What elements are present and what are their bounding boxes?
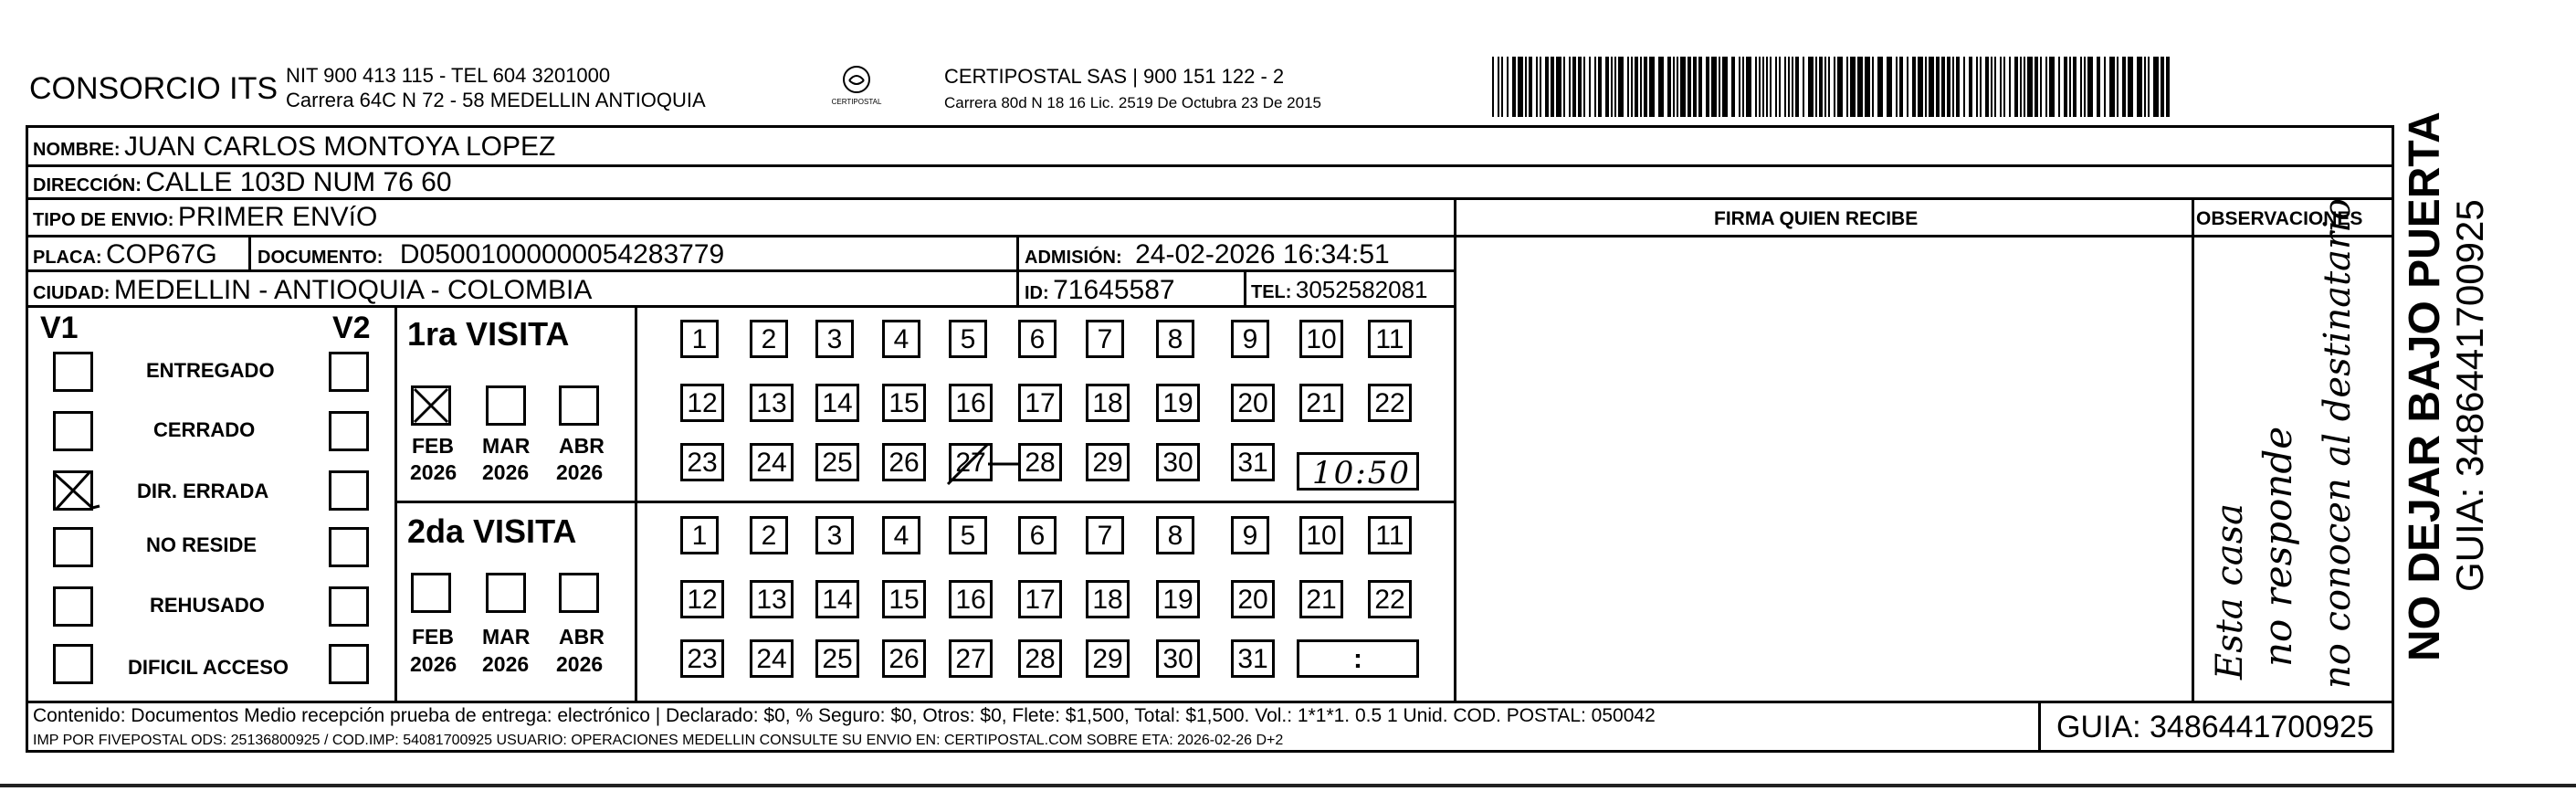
barcode-bar bbox=[2097, 57, 2100, 117]
barcode-bar bbox=[2040, 57, 2042, 117]
second-visit-day-5[interactable]: 5 bbox=[949, 516, 987, 554]
first-visit-day-19[interactable]: 19 bbox=[1156, 384, 1200, 422]
barcode-bar bbox=[1815, 57, 1817, 117]
v2-label: V2 bbox=[332, 311, 371, 345]
second-visit-day-26[interactable]: 26 bbox=[882, 639, 926, 678]
barcode-bar bbox=[2049, 57, 2055, 117]
barcode-bar bbox=[1545, 57, 1549, 117]
barcode-bar bbox=[1501, 57, 1503, 117]
barcode-bar bbox=[1551, 57, 1554, 117]
barcode-bar bbox=[1947, 57, 1950, 117]
year-label: 2026 bbox=[482, 652, 530, 676]
first-visit-day-29[interactable]: 29 bbox=[1086, 443, 1130, 481]
first-visit-day-31[interactable]: 31 bbox=[1231, 443, 1275, 481]
first-visit-title: 1ra VISITA bbox=[407, 315, 570, 353]
barcode-bar bbox=[1899, 57, 1903, 117]
second-visit-day-27[interactable]: 27 bbox=[949, 639, 993, 678]
year-label: 2026 bbox=[556, 460, 604, 484]
barcode-bar bbox=[1985, 57, 1989, 117]
admision-label: ADMISIÓN: bbox=[1025, 248, 1122, 268]
second-visit-day-7[interactable]: 7 bbox=[1086, 516, 1124, 554]
barcode-bar bbox=[1941, 57, 1945, 117]
barcode-bar bbox=[1759, 57, 1761, 117]
barcode-bar bbox=[1846, 57, 1848, 117]
barcode-bar bbox=[1865, 57, 1870, 117]
barcode-bar bbox=[1563, 57, 1565, 117]
second-visit-day-21[interactable]: 21 bbox=[1299, 580, 1343, 618]
barcode-bar bbox=[2035, 57, 2038, 117]
footer-guia-number: GUIA: 3486441700925 bbox=[2056, 710, 2374, 744]
side-guia-number: GUIA: 3486441700925 bbox=[2448, 199, 2491, 592]
month-label-abr: ABR bbox=[559, 625, 605, 649]
v2-checkbox-dificil-acceso[interactable] bbox=[329, 644, 369, 684]
signature-area[interactable] bbox=[1457, 237, 2190, 699]
barcode-bar bbox=[1529, 57, 1532, 117]
second-visit-day-29[interactable]: 29 bbox=[1086, 639, 1130, 678]
barcode-bar bbox=[1850, 57, 1856, 117]
barcode-bar bbox=[1649, 57, 1655, 117]
barcode-bar bbox=[1512, 57, 1516, 117]
second-visit-day-16[interactable]: 16 bbox=[949, 580, 993, 618]
barcode-bar bbox=[1887, 57, 1892, 117]
admision-field bbox=[1025, 241, 1390, 269]
barcode-bar bbox=[1540, 57, 1541, 117]
second-visit-day-18[interactable]: 18 bbox=[1086, 580, 1130, 618]
documento-field bbox=[258, 241, 724, 269]
barcode-bar bbox=[1614, 57, 1616, 117]
first-visit-month-abr-checkbox[interactable] bbox=[559, 385, 599, 426]
second-visit-day-20[interactable]: 20 bbox=[1231, 580, 1275, 618]
barcode-bar bbox=[1677, 57, 1678, 117]
nombre-value: JUAN CARLOS MONTOYA LOPEZ bbox=[124, 132, 556, 162]
barcode-bar bbox=[1680, 57, 1686, 117]
barcode-bar bbox=[2104, 57, 2106, 117]
first-visit-day-12[interactable]: 12 bbox=[680, 384, 724, 422]
v1-checkbox-entregado[interactable] bbox=[53, 352, 93, 392]
certipostal-logo bbox=[829, 64, 884, 110]
rule bbox=[2192, 197, 2194, 701]
barcode-bar bbox=[1667, 57, 1671, 117]
first-visit-day-9[interactable]: 9 bbox=[1231, 320, 1269, 358]
day-strike-mark-icon bbox=[946, 442, 1019, 488]
barcode-bar bbox=[1929, 57, 1934, 117]
second-visit-day-12[interactable]: 12 bbox=[680, 580, 724, 618]
barcode-bar bbox=[2166, 57, 2170, 117]
v1-checkbox-dir-errada[interactable] bbox=[53, 470, 93, 511]
barcode-bar bbox=[1742, 57, 1744, 117]
second-visit-title: 2da VISITA bbox=[407, 512, 577, 550]
first-visit-day-15[interactable]: 15 bbox=[882, 384, 926, 422]
barcode bbox=[1492, 57, 2173, 117]
second-visit-day-31[interactable]: 31 bbox=[1231, 639, 1275, 678]
year-label: 2026 bbox=[556, 652, 604, 676]
second-visit-day-1[interactable]: 1 bbox=[680, 516, 719, 554]
first-visit-time-value: 10:50 bbox=[1312, 455, 1411, 491]
v2-checkbox-cerrado[interactable] bbox=[329, 411, 369, 451]
barcode-bar bbox=[1994, 57, 1996, 117]
placa-label: PLACA: bbox=[33, 248, 102, 268]
placa-field bbox=[33, 241, 217, 269]
barcode-bar bbox=[1569, 57, 1571, 117]
first-visit-day-22[interactable]: 22 bbox=[1368, 384, 1412, 422]
first-visit-day-28[interactable]: 28 bbox=[1018, 443, 1062, 481]
v1-checkbox-no-reside[interactable] bbox=[53, 527, 93, 567]
barcode-bar bbox=[1896, 57, 1898, 117]
barcode-bar bbox=[1589, 57, 1591, 117]
barcode-bar bbox=[1739, 57, 1740, 117]
status-rehusado: REHUSADO bbox=[150, 594, 265, 617]
second-visit-day-8[interactable]: 8 bbox=[1156, 516, 1194, 554]
barcode-bar bbox=[1775, 57, 1777, 117]
direccion-label: DIRECCIÓN: bbox=[33, 175, 142, 195]
tel-label: TEL: bbox=[1251, 282, 1292, 302]
barcode-bar bbox=[1698, 57, 1702, 117]
barcode-bar bbox=[1907, 57, 1908, 117]
barcode-bar bbox=[1598, 57, 1602, 117]
barcode-bar bbox=[1556, 57, 1561, 117]
direccion-field bbox=[33, 169, 452, 196]
v2-checkbox-entregado[interactable] bbox=[329, 352, 369, 392]
rule bbox=[394, 501, 1454, 503]
barcode-bar bbox=[1693, 57, 1697, 117]
v2-checkbox-dir-errada[interactable] bbox=[329, 470, 369, 511]
barcode-bar bbox=[1673, 57, 1675, 117]
first-visit-month-feb-checkbox[interactable] bbox=[411, 385, 451, 426]
barcode-bar bbox=[2087, 57, 2093, 117]
barcode-bar bbox=[1618, 57, 1624, 117]
barcode-bar bbox=[2058, 57, 2060, 117]
first-visit-day-10[interactable]: 10 bbox=[1299, 320, 1343, 358]
company-address: Carrera 64C N 72 - 58 MEDELLIN ANTIOQUIA bbox=[286, 89, 706, 111]
second-visit-time-box[interactable] bbox=[1297, 639, 1419, 678]
no-dejar-bajo-puerta-notice: NO DEJAR BAJO PUERTA bbox=[2401, 111, 2449, 661]
barcode-bar bbox=[1877, 57, 1883, 117]
barcode-bar bbox=[1824, 57, 1826, 117]
rule bbox=[1244, 271, 1246, 308]
placa-value: COP67G bbox=[106, 239, 217, 269]
barcode-bar bbox=[2073, 57, 2077, 117]
nombre-label: NOMBRE: bbox=[33, 140, 121, 160]
barcode-bar bbox=[1507, 57, 1509, 117]
barcode-bar bbox=[1792, 57, 1793, 117]
barcode-bar bbox=[2084, 57, 2086, 117]
barcode-bar bbox=[1605, 57, 1609, 117]
observation-line-2: no responde bbox=[2255, 426, 2300, 667]
first-visit-day-16[interactable]: 16 bbox=[949, 384, 993, 422]
barcode-bar bbox=[1976, 57, 1978, 117]
barcode-bar bbox=[2137, 57, 2142, 117]
first-visit-time-box[interactable] bbox=[1297, 452, 1419, 491]
v1-checkbox-rehusado[interactable] bbox=[53, 586, 93, 627]
v1-label: V1 bbox=[40, 311, 79, 345]
barcode-bar bbox=[2027, 57, 2033, 117]
barcode-bar bbox=[1936, 57, 1940, 117]
month-label-mar: MAR bbox=[482, 434, 531, 458]
tel-field bbox=[1251, 278, 1428, 301]
second-visit-day-11[interactable]: 11 bbox=[1368, 516, 1412, 554]
footer-print-line: IMP POR FIVEPOSTAL ODS: 25136800925 / COD.IMP: 54081700925 USUARIO: OPERACIONES MEDELLIN CONSULTE SU ENVIO EN: CERTIPOSTAL.COM SOBRE ETA: 2026-02-26 D+2 bbox=[33, 733, 1284, 748]
first-visit-day-8[interactable]: 8 bbox=[1156, 320, 1194, 358]
v2-checkbox-no-reside[interactable] bbox=[329, 527, 369, 567]
barcode-bar bbox=[1952, 57, 1954, 117]
barcode-bar bbox=[1492, 57, 1494, 117]
barcode-bar bbox=[2003, 57, 2005, 117]
barcode-graphic bbox=[1492, 57, 2173, 117]
barcode-bar bbox=[1627, 57, 1629, 117]
certipostal-license: Carrera 80d N 18 16 Lic. 2519 De Octubra 23 De 2015 bbox=[944, 94, 1321, 111]
first-visit-day-4[interactable]: 4 bbox=[882, 320, 920, 358]
first-visit-day-1[interactable]: 1 bbox=[680, 320, 719, 358]
barcode-bar bbox=[1779, 57, 1781, 117]
barcode-bar bbox=[1980, 57, 1982, 117]
barcode-bar bbox=[2000, 57, 2002, 117]
second-visit-day-10[interactable]: 10 bbox=[1299, 516, 1343, 554]
second-visit-day-25[interactable]: 25 bbox=[815, 639, 859, 678]
barcode-bar bbox=[2020, 57, 2022, 117]
month-label-mar: MAR bbox=[482, 625, 531, 649]
second-visit-day-30[interactable]: 30 bbox=[1156, 639, 1200, 678]
first-visit-day-3[interactable]: 3 bbox=[815, 320, 854, 358]
v1-checkbox-cerrado[interactable] bbox=[53, 411, 93, 451]
first-visit-day-20[interactable]: 20 bbox=[1231, 384, 1275, 422]
second-visit-day-2[interactable]: 2 bbox=[750, 516, 788, 554]
barcode-bar bbox=[1711, 57, 1717, 117]
rule bbox=[26, 269, 1454, 272]
first-visit-day-2[interactable]: 2 bbox=[750, 320, 788, 358]
company-name: CONSORCIO ITS bbox=[29, 71, 279, 106]
barcode-bar bbox=[2148, 57, 2150, 117]
barcode-bar bbox=[1572, 57, 1576, 117]
barcode-bar bbox=[1594, 57, 1596, 117]
first-visit-day-27[interactable]: 27 bbox=[949, 443, 993, 481]
barcode-bar bbox=[1795, 57, 1799, 117]
barcode-bar bbox=[1788, 57, 1790, 117]
ciudad-label: CIUDAD: bbox=[33, 283, 110, 303]
id-value: 71645587 bbox=[1053, 275, 1175, 305]
barcode-bar bbox=[1770, 57, 1772, 117]
second-visit-day-14[interactable]: 14 bbox=[815, 580, 859, 618]
first-visit-day-24[interactable]: 24 bbox=[750, 443, 794, 481]
nombre-field bbox=[33, 133, 555, 161]
second-visit-day-28[interactable]: 28 bbox=[1018, 639, 1062, 678]
barcode-bar bbox=[2122, 57, 2126, 117]
first-visit-day-17[interactable]: 17 bbox=[1018, 384, 1062, 422]
second-visit-time-value: : bbox=[1353, 644, 1362, 674]
barcode-bar bbox=[1722, 57, 1728, 117]
barcode-bar bbox=[1578, 57, 1582, 117]
rule bbox=[248, 235, 251, 271]
barcode-bar bbox=[1518, 57, 1523, 117]
barcode-bar bbox=[1784, 57, 1786, 117]
barcode-bar bbox=[2109, 57, 2115, 117]
second-visit-day-22[interactable]: 22 bbox=[1368, 580, 1412, 618]
second-visit-day-24[interactable]: 24 bbox=[750, 639, 794, 678]
certipostal-logo-icon bbox=[829, 64, 884, 110]
month-label-feb: FEB bbox=[412, 625, 454, 649]
second-visit-day-19[interactable]: 19 bbox=[1156, 580, 1200, 618]
first-visit-day-26[interactable]: 26 bbox=[882, 443, 926, 481]
barcode-bar bbox=[1834, 57, 1835, 117]
month-label-feb: FEB bbox=[412, 434, 454, 458]
first-visit-day-13[interactable]: 13 bbox=[750, 384, 794, 422]
barcode-bar bbox=[1819, 57, 1823, 117]
barcode-bar bbox=[1536, 57, 1538, 117]
barcode-bar bbox=[2069, 57, 2071, 117]
barcode-bar bbox=[1746, 57, 1751, 117]
ciudad-value: MEDELLIN - ANTIOQUIA - COLOMBIA bbox=[113, 275, 593, 305]
tipo-envio-value: PRIMER ENVíO bbox=[177, 202, 378, 232]
barcode-bar bbox=[1857, 57, 1863, 117]
status-entregado: ENTREGADO bbox=[146, 359, 275, 382]
tel-value: 3052582081 bbox=[1295, 276, 1428, 303]
first-visit-day-14[interactable]: 14 bbox=[815, 384, 859, 422]
barcode-bar bbox=[2144, 57, 2146, 117]
rule bbox=[1454, 197, 1456, 701]
barcode-bar bbox=[1912, 57, 1916, 117]
month-label-abr: ABR bbox=[559, 434, 605, 458]
second-visit-month-abr-checkbox[interactable] bbox=[559, 573, 599, 613]
year-label: 2026 bbox=[482, 460, 530, 484]
barcode-bar bbox=[1658, 57, 1664, 117]
barcode-bar bbox=[2009, 57, 2011, 117]
first-visit-day-5[interactable]: 5 bbox=[949, 320, 987, 358]
second-visit-day-15[interactable]: 15 bbox=[882, 580, 926, 618]
barcode-bar bbox=[2024, 57, 2025, 117]
year-label: 2026 bbox=[410, 652, 457, 676]
firma-quien-recibe-label: FIRMA QUIEN RECIBE bbox=[1714, 208, 1919, 229]
v2-checkbox-rehusado[interactable] bbox=[329, 586, 369, 627]
scan-edge-line bbox=[0, 784, 2576, 787]
ciudad-field bbox=[33, 277, 592, 304]
first-visit-day-21[interactable]: 21 bbox=[1299, 384, 1343, 422]
first-visit-day-7[interactable]: 7 bbox=[1086, 320, 1124, 358]
barcode-bar bbox=[2014, 57, 2018, 117]
observaciones-label: OBSERVACIONES bbox=[2196, 208, 2363, 229]
first-visit-day-6[interactable]: 6 bbox=[1018, 320, 1057, 358]
observation-line-3: no conocen al destinatario bbox=[2317, 198, 2359, 689]
barcode-bar bbox=[1631, 57, 1633, 117]
status-no-reside: NO RESIDE bbox=[146, 533, 258, 556]
barcode-bar bbox=[1611, 57, 1613, 117]
v1-checkbox-dificil-acceso[interactable] bbox=[53, 644, 93, 684]
svg-text:CERTIPOSTAL: CERTIPOSTAL bbox=[831, 98, 882, 106]
second-visit-day-3[interactable]: 3 bbox=[815, 516, 854, 554]
barcode-bar bbox=[1762, 57, 1764, 117]
id-label: ID: bbox=[1025, 283, 1049, 303]
barcode-bar bbox=[2153, 57, 2159, 117]
rule bbox=[26, 305, 1454, 308]
barcode-bar bbox=[1969, 57, 1972, 117]
barcode-bar bbox=[1755, 57, 1757, 117]
rule bbox=[26, 197, 2394, 200]
first-visit-day-18[interactable]: 18 bbox=[1086, 384, 1130, 422]
footer-content-line: Contenido: Documentos Medio recepción prueba de entrega: electrónico | Declarado: $0, % Seguro: $0, Otros: $0, Flete: $1,500, Total: $1,500. Vol.: 1*1*1. 0.5 1 Unid. COD. POSTAL: 050042 bbox=[33, 705, 1656, 726]
barcode-bar bbox=[1918, 57, 1923, 117]
second-visit-day-9[interactable]: 9 bbox=[1231, 516, 1269, 554]
second-visit-day-23[interactable]: 23 bbox=[680, 639, 724, 678]
first-visit-day-25[interactable]: 25 bbox=[815, 443, 859, 481]
id-field bbox=[1025, 277, 1175, 304]
certipostal-info: CERTIPOSTAL SAS | 900 151 122 - 2 bbox=[944, 65, 1285, 88]
barcode-bar bbox=[1828, 57, 1830, 117]
company-nit: NIT 900 413 115 - TEL 604 3201000 bbox=[286, 64, 611, 87]
first-visit-day-11[interactable]: 11 bbox=[1368, 320, 1412, 358]
barcode-bar bbox=[2045, 57, 2047, 117]
barcode-bar bbox=[2128, 57, 2133, 117]
second-visit-month-mar-checkbox[interactable] bbox=[486, 573, 526, 613]
second-visit-day-17[interactable]: 17 bbox=[1018, 580, 1062, 618]
tipo-envio-field bbox=[33, 204, 377, 231]
barcode-bar bbox=[2080, 57, 2082, 117]
barcode-bar bbox=[2117, 57, 2119, 117]
second-visit-day-4[interactable]: 4 bbox=[882, 516, 920, 554]
barcode-bar bbox=[1963, 57, 1965, 117]
first-visit-month-mar-checkbox[interactable] bbox=[486, 385, 526, 426]
barcode-bar bbox=[2161, 57, 2164, 117]
first-visit-day-30[interactable]: 30 bbox=[1156, 443, 1200, 481]
barcode-bar bbox=[1731, 57, 1735, 117]
barcode-bar bbox=[1688, 57, 1691, 117]
status-dificil-acceso: DIFICIL ACCESO bbox=[128, 656, 289, 679]
barcode-bar bbox=[1808, 57, 1814, 117]
barcode-bar bbox=[1525, 57, 1527, 117]
second-visit-month-feb-checkbox[interactable] bbox=[411, 573, 451, 613]
barcode-bar bbox=[1498, 57, 1499, 117]
barcode-bar bbox=[1837, 57, 1843, 117]
check-mark-icon bbox=[411, 385, 451, 426]
barcode-bar bbox=[1766, 57, 1768, 117]
barcode-bar bbox=[1925, 57, 1927, 117]
observation-line-1: Esta casa bbox=[2209, 503, 2251, 680]
barcode-bar bbox=[1706, 57, 1709, 117]
barcode-bar bbox=[1803, 57, 1804, 117]
status-dir-errada: DIR. ERRADA bbox=[137, 480, 269, 502]
barcode-bar bbox=[1635, 57, 1638, 117]
status-cerrado: CERRADO bbox=[153, 418, 256, 441]
second-visit-day-13[interactable]: 13 bbox=[750, 580, 794, 618]
tipo-envio-label: TIPO DE ENVIO: bbox=[33, 210, 174, 230]
rule bbox=[2038, 701, 2041, 753]
barcode-bar bbox=[1991, 57, 1992, 117]
check-mark-icon bbox=[50, 468, 90, 508]
barcode-bar bbox=[2064, 57, 2067, 117]
documento-label: DOCUMENTO: bbox=[258, 248, 384, 268]
year-label: 2026 bbox=[410, 460, 457, 484]
first-visit-day-23[interactable]: 23 bbox=[680, 443, 724, 481]
barcode-bar bbox=[1956, 57, 1960, 117]
barcode-bar bbox=[1719, 57, 1720, 117]
barcode-bar bbox=[1872, 57, 1874, 117]
direccion-value: CALLE 103D NUM 76 60 bbox=[145, 167, 452, 197]
admision-value: 24-02-2026 16:34:51 bbox=[1135, 239, 1390, 269]
barcode-bar bbox=[1583, 57, 1585, 117]
documento-value: D05001000000054283779 bbox=[399, 239, 725, 269]
rule bbox=[1016, 235, 1019, 308]
barcode-bar bbox=[1644, 57, 1647, 117]
second-visit-day-6[interactable]: 6 bbox=[1018, 516, 1057, 554]
barcode-bar bbox=[1640, 57, 1642, 117]
